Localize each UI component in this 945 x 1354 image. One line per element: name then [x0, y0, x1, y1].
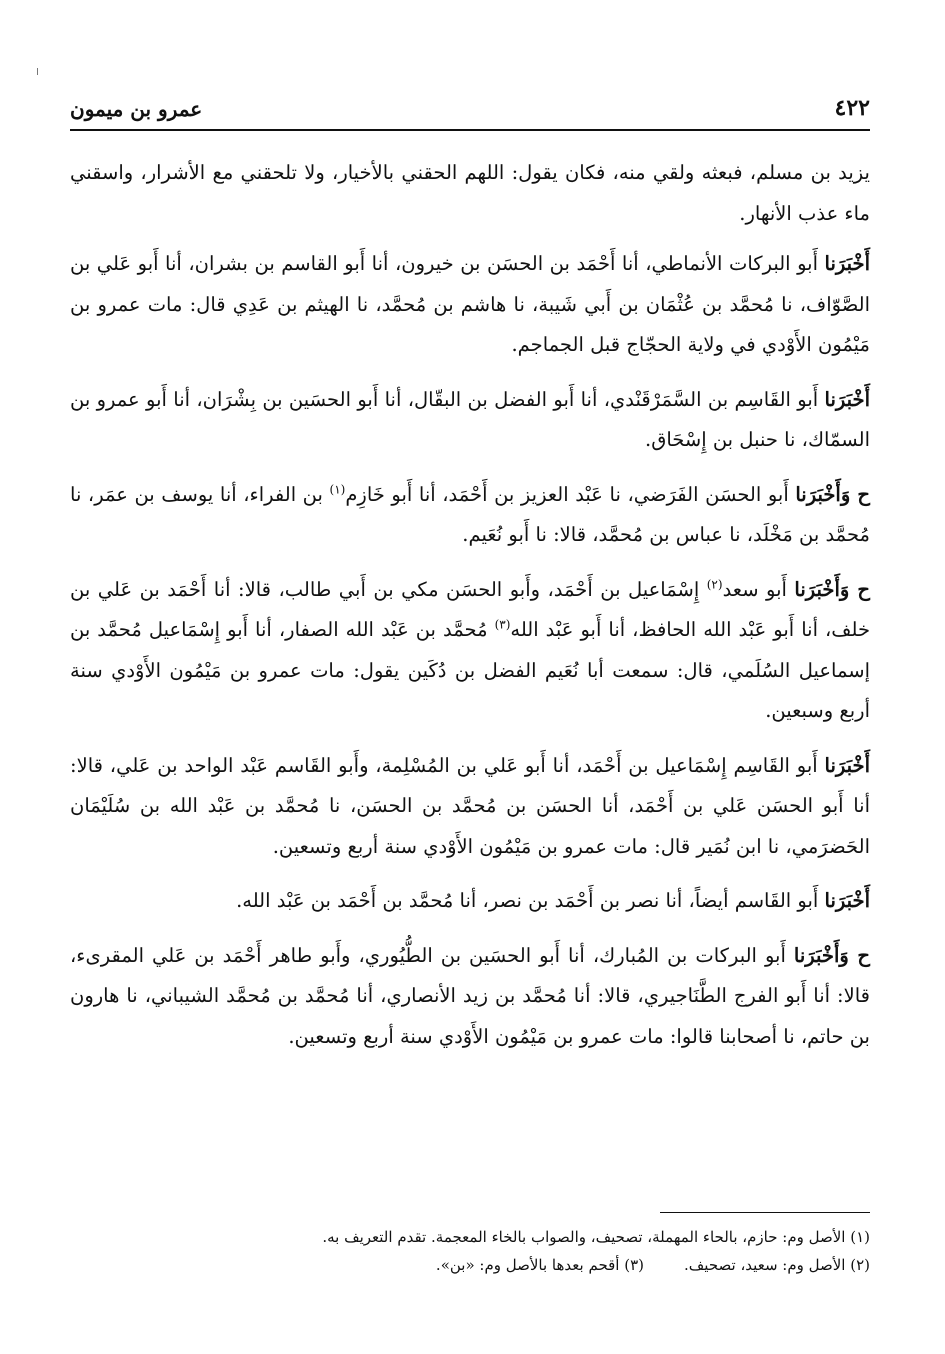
footnotes [70, 1212, 870, 1279]
paragraph-text: مُحمَّد بن عَبْد الله الصفار، أنا أَبو إِسْمَاعيل مُحمَّد بن إسماعيل السُلَمي، قال: سمعت أبا نُعَيم الفضل بن دُكَين يقول: مات عمرو بن مَيْمُون الأَوْدي سنة أربع وسبعين. [70, 618, 870, 722]
paragraph [70, 475, 870, 556]
footnote-2: (٢) الأصل وم: سعيد، تصحيف. [684, 1256, 870, 1274]
paragraph-text: أَبو البركات بن المُبارك، أنا أَبو الحسَين بن الطُّيُوري، وأَبو طاهر أَحْمَد بن عَلي المقرىء، قالا: أنا أَبو الفرج الطَّنَاجيري، قالا: أنا مُحمَّد بن زيد الأنصاري، أنا مُحمَّد بن مُحمَّد الشيباني، نا هارون بن حاتم، نا أصحابنا قالوا: مات عمرو بن مَيْمُون الأَوْدي سنة أربع وتسعين. [70, 943, 870, 1048]
paragraph [70, 244, 870, 366]
paragraph-text: أَبو سعد [722, 577, 795, 601]
paragraph [70, 570, 870, 732]
isnad-lead: أَخْبَرَنا [824, 387, 870, 411]
scan-mark [37, 68, 38, 75]
paragraph [70, 746, 870, 868]
tahwil-mark: ح [848, 943, 870, 967]
paragraph [70, 153, 870, 234]
tahwil-mark: ح [850, 482, 870, 506]
running-title: عمرو بن ميمون [70, 97, 203, 121]
running-header [70, 95, 870, 131]
main-text [70, 153, 870, 1057]
paragraph-text: أَبو القَاسِم إِسْمَاعيل بن أَحْمَد، أنا أَبو عَلي بن المُسْلِمة، وأَبو القَاسم عَبْد الواحد بن عَلي، قالا: أنا أَبو الحسَن عَلي بن أَحْمَد، أنا الحسَن بن مُحمَّد بن الحسَن، نا مُحمَّد بن عَبْد الله بن سُلَيْمَان الحَضرَمي، نا ابن نُمَير قال: مات عمرو بن مَيْمُون الأَوْدي سنة أربع وتسعين. [70, 753, 870, 858]
paragraph-text: أَبو القَاسم أيضاً، أنا نصر بن أَحْمَد بن نصر، أنا مُحمَّد بن أَحْمَد بن عَبْد الله. [236, 889, 825, 912]
footnote-ref: (٢) [706, 577, 723, 591]
footnote-divider [660, 1212, 870, 1213]
footnote-ref: (١) [329, 482, 346, 496]
isnad-lead: وَأَخْبَرَنا [793, 943, 849, 967]
isnad-lead: أَخْبَرَنا [824, 889, 870, 912]
paragraph [70, 881, 870, 922]
paragraph-text: أَبو البركات الأنماطي، أنا أَحْمَد بن الحسَن بن خيرون، أنا أَبو القاسم بن بشران، أنا أَبو عَلي بن الصَّوّاف، نا مُحمَّد بن عُثْمَان بن أَبي شَيبة، نا هاشم بن مُحمَّد، نا الهيثم بن عَدِي قال: مات عمرو بن مَيْمُون الأَوْدي في ولاية الحجّاج قبل الجماجم. [70, 252, 870, 356]
footnote-ref: (٣) [494, 617, 511, 632]
page-number: ٤٢٢ [834, 95, 870, 121]
paragraph-text: أَبو الحسَن الفَرَضي، نا عَبْد العزيز بن أَحْمَد، أنا أَبو خَازِم [345, 482, 796, 506]
paragraph-text: يزيد بن مسلم، فبعثه ولقي منه، فكان يقول: اللهم الحقني بالأخيار، ولا تلحقني مع الأشرار، واسقني ماء عذب الأنهار. [70, 161, 870, 225]
footnote-3: (٣) أقحم بعدها بالأصل وم: «بن». [435, 1256, 645, 1274]
isnad-lead: وَأَخْبَرَنا [794, 577, 850, 601]
paragraph-text: بن الفراء، أنا يوسف بن عمَر، نا مُحمَّد بن مَخْلَد، نا عباس بن مُحمَّد، قالا: نا أَبو نُعَيم. [70, 482, 870, 546]
paragraph [70, 936, 870, 1058]
paragraph [70, 380, 870, 461]
tahwil-mark: ح [849, 577, 870, 601]
paragraph-text: إِسْمَاعيل بن أَحْمَد، وأَبو الحسَن مكي بن أَبي طالب، قالا: أنا أَحْمَد بن عَلي بن خلف، أنا أَبو عَبْد الله الحافظ، أنا أَبو عَبْد الله [70, 577, 870, 641]
page [70, 95, 870, 1071]
isnad-lead: أَخْبَرَنا [824, 252, 870, 275]
paragraph-text: أَبو القَاسِم بن السَّمَرْقَنْدي، أنا أَبو الفضل بن البقّال، أنا أَبو الحسَين بن بِشْرَان، أنا أَبو عمرو بن السمّاك، نا حنبل بن إِسْحَاق. [70, 387, 870, 451]
isnad-lead: وَأَخْبَرَنا [795, 482, 851, 506]
footnote-row [70, 1251, 870, 1279]
isnad-lead: أَخْبَرَنا [824, 753, 870, 777]
footnote-1: (١) الأصل وم: حازم، بالحاء المهملة، تصحيف، والصواب بالخاء المعجمة. تقدم التعريف به. [322, 1228, 870, 1246]
